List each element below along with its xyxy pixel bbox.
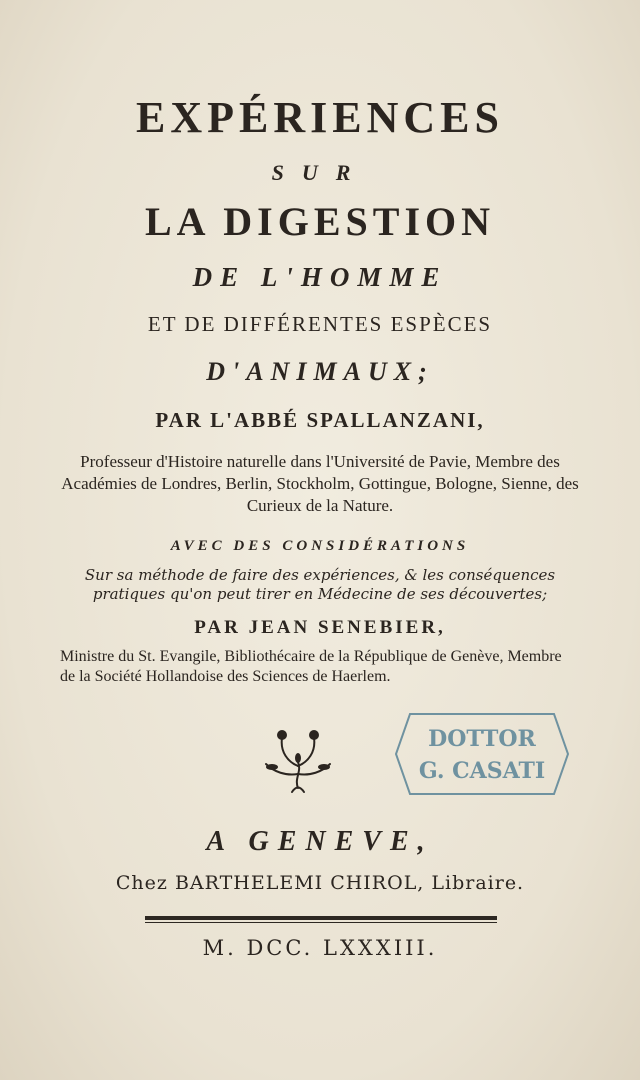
considerations-heading: AVEC DES CONSIDÉRATIONS: [170, 538, 470, 554]
senebier-titles: Ministre du St. Evangile, Bibliothécaire de la République de Genève, Membre de la Société Hollandoise des Sciences de Haerlem.: [60, 648, 562, 685]
title-line-especes: ET DE DIFFÉRENTES ESPÈCES: [147, 312, 493, 336]
senebier-line: PAR JEAN SENEBIER,: [194, 617, 446, 638]
title-line-homme: DE L'HOMME: [192, 262, 448, 292]
title-line-sur: SUR: [271, 160, 369, 185]
considerations-text: Sur sa méthode de faire des expériences, & les conséquences pratiques qu'on peut tirer en Médecine de ses découvertes;: [84, 566, 556, 603]
author-titles: Professeur d'Histoire naturelle dans l'Université de Pavie, Membre des Académies de Londres, Berlin, Stockholm, Gottingue, Bologne, Sienne, des Curieux de la Nature.: [61, 452, 579, 515]
double-rule-thin: [145, 922, 497, 923]
stamp-line-2: G. CASATI: [418, 758, 546, 784]
imprint-place: A GENEVE,: [206, 826, 434, 857]
author-line: PAR L'ABBÉ SPALLANZANI,: [155, 408, 485, 432]
title-line-experiences: EXPÉRIENCES: [136, 93, 504, 142]
floral-ornament-icon: [258, 722, 338, 794]
imprint-publisher: Chez BARTHELEMI CHIROL, Libraire.: [115, 872, 525, 894]
imprint-date: M. DCC. LXXXIII.: [202, 936, 438, 960]
stamp-line-1: DOTTOR: [428, 726, 536, 752]
library-stamp: [392, 708, 572, 800]
title-line-animaux: D'ANIMAUX;: [206, 357, 434, 386]
title-line-digestion: LA DIGESTION: [144, 199, 496, 244]
double-rule: [145, 916, 497, 920]
